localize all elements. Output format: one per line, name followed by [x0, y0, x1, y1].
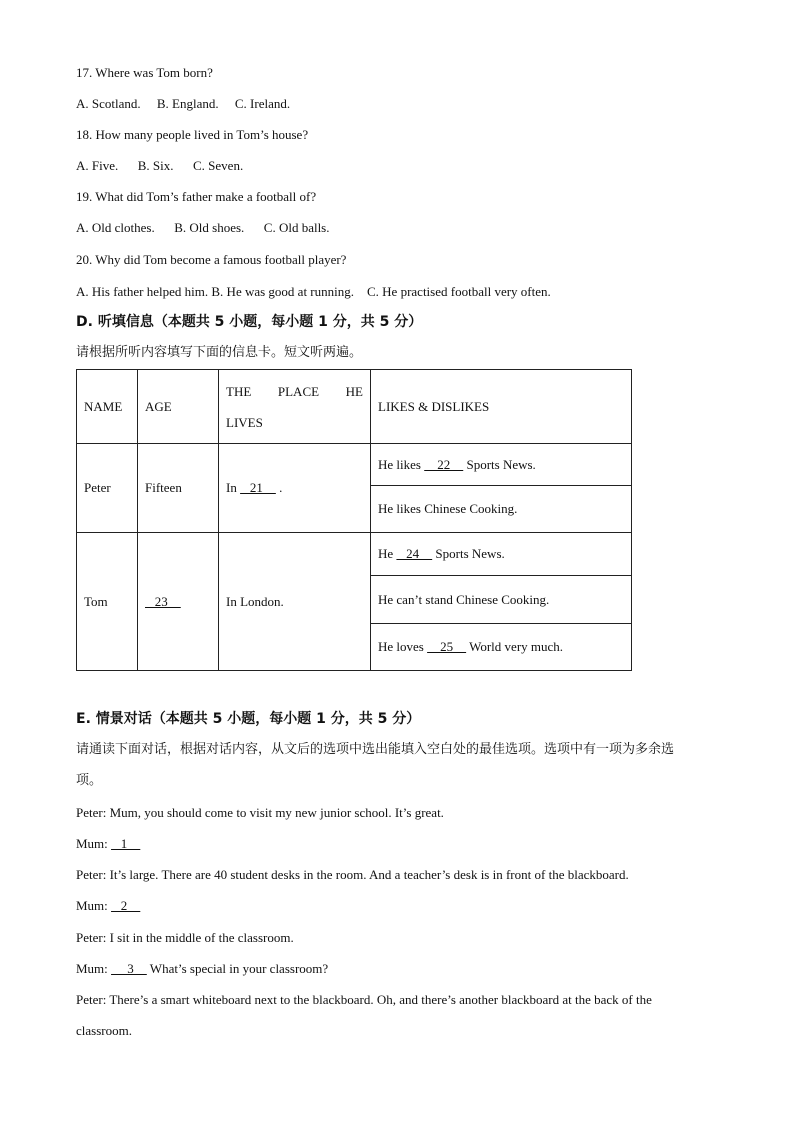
question-19: 19. What did Tom’s father make a football of?	[76, 189, 317, 204]
dialogue-line-3: Peter: It’s large. There are 40 student desks in the room. And a teacher’s desk is in front of the blackboard.	[76, 867, 629, 882]
section-e-instruction-1: 请通读下面对话，根据对话内容，从文后的选项中选出能填入空白处的最佳选项。选项中有一项为多余选	[76, 742, 675, 757]
section-e-instruction-2: 项。	[76, 773, 103, 788]
header-place-line2: LIVES	[226, 414, 263, 430]
dialogue-line-7b: classroom.	[76, 1023, 132, 1038]
cell-tom-name: Tom	[77, 533, 138, 671]
cell-peter-like2: He likes Chinese Cooking.	[371, 486, 632, 533]
header-place	[219, 370, 371, 444]
dialogue-line-5: Peter: I sit in the middle of the classroom.	[76, 930, 294, 945]
header-age: AGE	[138, 370, 219, 444]
question-17: 17. Where was Tom born?	[76, 65, 213, 80]
blank-23: 23	[145, 593, 181, 609]
table-row-tom	[77, 533, 632, 576]
blank-21: 21	[240, 480, 276, 495]
section-e-heading: E. 情景对话（本题共 5 小题，每小题 1 分，共 5 分）	[76, 711, 421, 727]
blank-3: 3	[111, 961, 147, 976]
dialogue-line-7a: Peter: There’s a smart whiteboard next to the blackboard. Oh, and there’s another blackboard at the back of the	[76, 992, 652, 1007]
question-20-options: A. His father helped him. B. He was good at running. C. He practised football very often.	[76, 284, 551, 299]
header-place-line1: THE PLACE HE	[226, 383, 363, 399]
dialogue-line-4: Mum: 2	[76, 898, 141, 913]
table-header-row	[77, 370, 632, 444]
cell-peter-like1: He likes 22 Sports News.	[371, 444, 632, 486]
table-row-peter	[77, 444, 632, 486]
section-d-instruction: 请根据所听内容填写下面的信息卡。短文听两遍。	[76, 345, 363, 360]
header-name: NAME	[77, 370, 138, 444]
cell-peter-age: Fifteen	[138, 444, 219, 533]
dialogue-line-1: Peter: Mum, you should come to visit my new junior school. It’s great.	[76, 805, 444, 820]
cell-tom-place: In London.	[219, 533, 371, 671]
info-card-table	[76, 369, 632, 671]
question-17-options: A. Scotland. B. England. C. Ireland.	[76, 96, 291, 111]
dialogue-line-2: Mum: 1	[76, 836, 141, 851]
blank-1: 1	[111, 836, 141, 851]
cell-tom-age	[138, 533, 219, 671]
cell-tom-like3: He loves 25 World very much.	[371, 624, 632, 671]
header-likes: LIKES & DISLIKES	[371, 370, 632, 444]
question-18: 18. How many people lived in Tom’s house?	[76, 127, 309, 142]
dialogue-line-6: Mum: 3 What’s special in your classroom?	[76, 961, 329, 976]
question-19-options: A. Old clothes. B. Old shoes. C. Old balls.	[76, 220, 330, 235]
cell-peter-place: In 21 .	[219, 444, 371, 533]
blank-2: 2	[111, 898, 141, 913]
blank-25: 25	[427, 639, 467, 654]
blank-22: 22	[424, 456, 464, 472]
cell-tom-like1: He 24 Sports News.	[371, 533, 632, 576]
section-d-heading: D. 听填信息（本题共 5 小题，每小题 1 分，共 5 分）	[76, 314, 423, 330]
blank-24: 24	[396, 546, 433, 561]
cell-tom-like2: He can’t stand Chinese Cooking.	[371, 576, 632, 624]
question-20: 20. Why did Tom become a famous football player?	[76, 252, 347, 267]
question-18-options: A. Five. B. Six. C. Seven.	[76, 158, 244, 173]
cell-peter-name: Peter	[77, 444, 138, 533]
